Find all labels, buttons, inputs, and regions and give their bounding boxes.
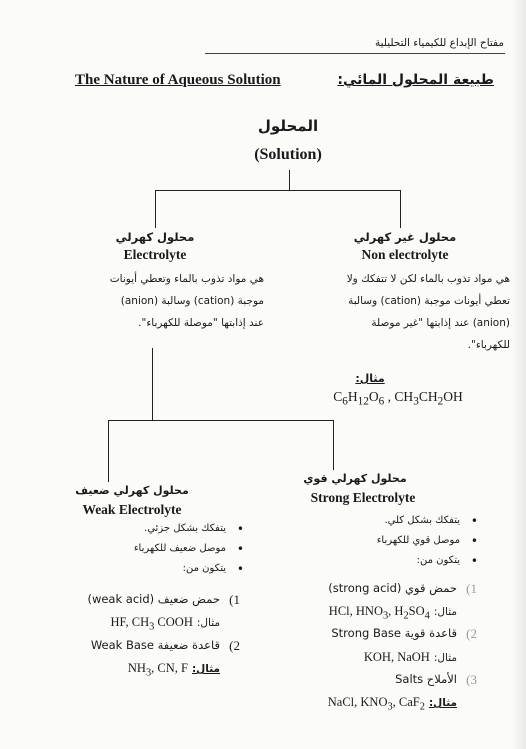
strong-item-2-example: KOH, NaOH (363, 650, 430, 664)
root-node-arabic: المحلول (257, 117, 319, 135)
electrolyte-label-arabic: محلول كهرلي (115, 230, 195, 244)
section-title-english: The Nature of Aqueous Solution (75, 72, 281, 88)
strong-item-3 (300, 672, 477, 687)
strong-electrolyte-label-arabic: محلول كهرلي قوي (303, 472, 407, 485)
non-electrolyte-label-arabic: محلول غير كهرلي (353, 230, 457, 244)
weak-electrolyte-label-english: Weak Electrolyte (82, 502, 182, 517)
strong-item-2-example-row (310, 649, 457, 665)
strong-bullet-3: • يتكون من: (320, 551, 460, 571)
weak-electrolyte-label-arabic: محلول كهرلي ضعيف (75, 484, 189, 497)
strong-item-1-label: حمض قوي (strong acid) (328, 581, 457, 595)
weak-item-2-label: قاعدة ضعيفة Weak Base (90, 638, 220, 652)
electrolyte-desc-line-1: هي مواد تذوب بالماء وتعطي أيونات (109, 273, 264, 285)
strong-item-3-example: NaCl, $KNO_3$, CaF$_2$ (327, 695, 425, 713)
electrolyte-label-english: Electrolyte (123, 247, 187, 262)
electrolyte-description (44, 268, 264, 334)
root-node-english: (Solution) (254, 146, 322, 163)
connector-to-weak (108, 420, 109, 482)
strong-item-3-label: الأملاح Salts (395, 672, 457, 686)
running-title: مفتاح الإبداع للكيمياء التحليلية (374, 37, 504, 49)
non-electrolyte-label-english: Non electrolyte (361, 247, 449, 262)
non-electrolyte-example-label: مثال: (355, 372, 385, 385)
weak-item-1-example-row (85, 614, 220, 633)
strong-item-2-example-label: مثال: (433, 652, 457, 664)
weak-item-2-example: $NH_3$, CN, F (127, 661, 188, 679)
strong-item-2-label: قاعدة قوية Strong Base (331, 626, 457, 640)
strong-bullet-2: • موصل قوي للكهرباء (320, 531, 460, 551)
strong-item-1-example: HCl, $HNO_3$, $H_2SO_4$ (328, 604, 430, 622)
header-rule (205, 53, 505, 54)
connector-to-non-electrolyte (400, 190, 401, 228)
page-edge-shadow (512, 0, 526, 749)
strong-item-3-example-row (310, 694, 457, 713)
weak-item-1 (40, 592, 240, 607)
strong-item-1-example-label: مثال: (433, 606, 457, 618)
non-electrolyte-desc-line-3: (anion) عند إذابتها "غير موصلة (371, 317, 510, 329)
strong-bullet-1: • يتفكك بشكل كلي. (320, 511, 460, 531)
weak-item-2 (40, 638, 240, 653)
strong-electrolyte-label-english: Strong Electrolyte (310, 490, 416, 505)
weak-bullets (80, 519, 226, 579)
non-electrolyte-desc-line-1: هي مواد تذوب بالماء لكن لا تتفكك ولا (346, 273, 510, 285)
weak-bullet-3: • يتكون من: (80, 559, 226, 579)
strong-item-1-example-row (310, 603, 457, 622)
connector-to-strong (333, 420, 334, 470)
non-electrolyte-desc-line-4: للكهرباء". (467, 339, 510, 351)
connector-level1-horizontal (155, 190, 401, 191)
strong-item-3-example-label: مثال: (428, 697, 457, 709)
running-header (204, 37, 504, 49)
non-electrolyte-desc-line-2: تعطي أيونات موجبة (cation) وسالبة (348, 295, 510, 307)
weak-item-2-number: 2) (229, 638, 240, 653)
section-title-arabic: طبيعة المحلول المائي: (337, 72, 494, 88)
weak-item-1-example: HF, $CH_3$ COOH (110, 615, 193, 633)
strong-item-3-number: 3) (466, 672, 477, 687)
strong-item-2 (300, 626, 477, 641)
non-electrolyte-example: $C_6H_{12}O_6$ , $CH_3CH_2OH$ (333, 389, 463, 408)
weak-item-1-number: 1) (229, 592, 240, 607)
strong-item-1 (300, 581, 477, 596)
weak-bullet-2: • موصل ضعيف للكهرباء (80, 539, 226, 559)
strong-item-1-number: 1) (466, 581, 477, 596)
weak-item-2-example-label: مثال: (191, 663, 220, 675)
connector-electrolyte-down (152, 348, 153, 420)
electrolyte-desc-line-3: عند إذابتها "موصلة للكهرباء". (138, 317, 264, 329)
strong-item-2-number: 2) (466, 626, 477, 641)
weak-item-2-example-row (85, 660, 220, 679)
strong-bullets (320, 511, 460, 571)
weak-item-1-example-label: مثال: (196, 617, 220, 629)
non-electrolyte-description (292, 268, 510, 356)
weak-bullet-1: • يتفكك بشكل جزئي. (80, 519, 226, 539)
weak-item-1-label: حمض ضعيف (weak acid) (87, 592, 220, 606)
electrolyte-desc-line-2: موجبة (cation) وسالبة (anion) (120, 295, 264, 307)
connector-root-down (289, 170, 290, 191)
connector-to-electrolyte (155, 190, 156, 228)
connector-level2-horizontal (108, 420, 334, 421)
